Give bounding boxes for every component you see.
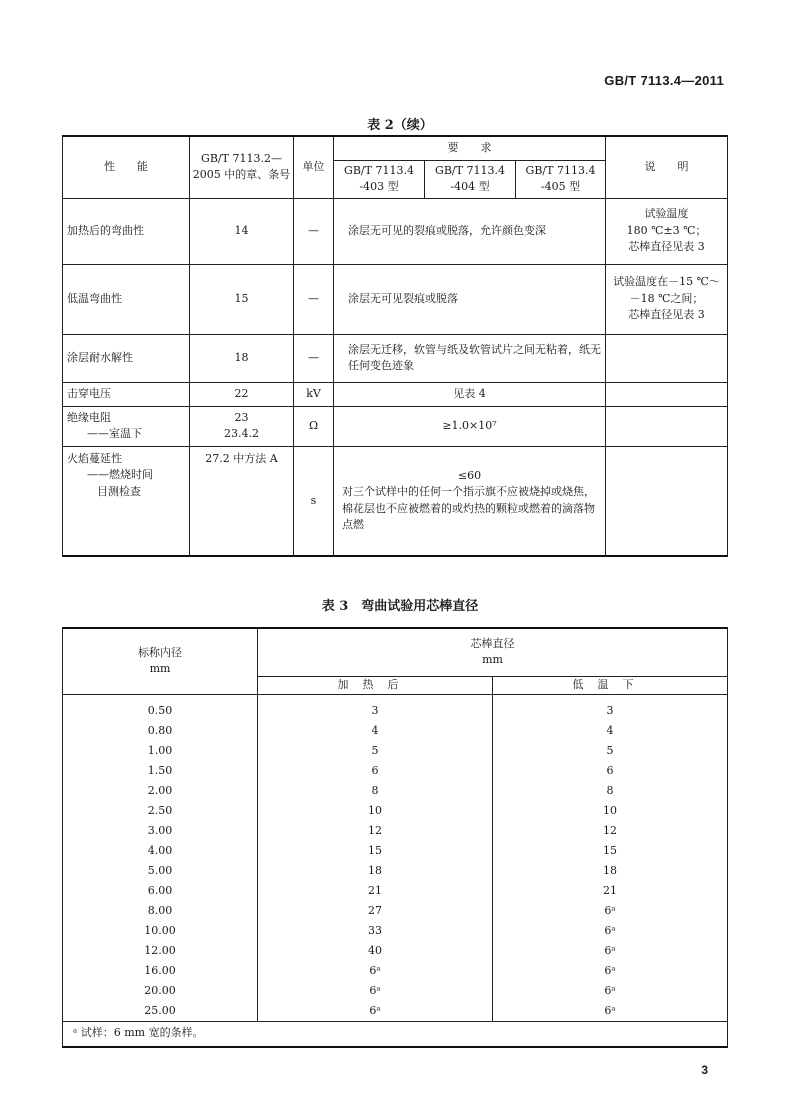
- header-after-heat-label: 加热后: [337, 677, 413, 691]
- remarks-cell: [606, 446, 728, 556]
- requirement-cell: 涂层无可见裂痕或脱落: [334, 264, 606, 334]
- after-heat-cell: 6ᵃ: [258, 961, 493, 981]
- nominal-diameter-cell: 1.50: [63, 761, 258, 781]
- nominal-diameter-cell: 2.50: [63, 801, 258, 821]
- low-temp-cell: 6ᵃ: [493, 921, 728, 941]
- low-temp-cell: 6: [493, 761, 728, 781]
- remarks-line: 试验温度在－15 ℃～: [613, 275, 720, 289]
- header-mandrel: [258, 628, 728, 676]
- after-heat-cell: 5: [258, 741, 493, 761]
- remarks-line: －18 ℃之间；: [629, 291, 704, 305]
- standard-code: GB/T 7113.4—2011: [604, 73, 724, 88]
- header-nominal-unit: mm: [149, 662, 171, 676]
- table-row: [63, 941, 728, 961]
- table-row: [63, 1001, 728, 1022]
- unit-cell: kV: [294, 382, 334, 406]
- table-row: [63, 961, 728, 981]
- clause-cell: 15: [190, 264, 294, 334]
- table-row: [63, 861, 728, 881]
- nominal-diameter-cell: 0.50: [63, 694, 258, 721]
- table-row: [63, 821, 728, 841]
- after-heat-cell: 27: [258, 901, 493, 921]
- clause-line: 23.4.2: [224, 427, 259, 440]
- requirements-table: [62, 135, 728, 557]
- table-row: [63, 781, 728, 801]
- table-row: [63, 721, 728, 741]
- table-row: [63, 406, 728, 446]
- table-row: [63, 694, 728, 721]
- after-heat-cell: 33: [258, 921, 493, 941]
- low-temp-cell: 6ᵃ: [493, 981, 728, 1001]
- low-temp-cell: 21: [493, 881, 728, 901]
- property-cell: 加热后的弯曲性: [63, 198, 190, 264]
- header-remarks: 说 明: [606, 136, 728, 198]
- header-mandrel-unit: mm: [482, 653, 503, 667]
- low-temp-cell: 6ᵃ: [493, 901, 728, 921]
- property-cell: 低温弯曲性: [63, 264, 190, 334]
- requirement-line: 对三个试样中的任何一个指示旗不应被烧掉或烧焦，棉花层也不应被燃着的或灼热的颗粒或燃着的滴落物点燃: [342, 485, 595, 532]
- unit-cell: —: [294, 198, 334, 264]
- low-temp-cell: 18: [493, 861, 728, 881]
- requirement-cell: 见表 4: [334, 382, 606, 406]
- table-row: [63, 741, 728, 761]
- remarks-cell: [606, 382, 728, 406]
- remarks-line: 芯棒直径见表 3: [628, 240, 705, 254]
- header-type-405: GB/T 7113.4 -405 型: [516, 160, 606, 198]
- nominal-diameter-cell: 16.00: [63, 961, 258, 981]
- after-heat-cell: 3: [258, 694, 493, 721]
- nominal-diameter-cell: 6.00: [63, 881, 258, 901]
- header-after-heat: [258, 676, 493, 694]
- remarks-line: 试验温度: [644, 207, 689, 221]
- header-nominal: [63, 628, 258, 694]
- header-requirements: 要 求: [334, 136, 606, 160]
- after-heat-cell: 6ᵃ: [258, 981, 493, 1001]
- header-type-404: GB/T 7113.4 -404 型: [425, 160, 516, 198]
- header-nominal-label: 标称内径: [138, 645, 182, 659]
- requirement-cell: [334, 446, 606, 556]
- property-cell: 击穿电压: [63, 382, 190, 406]
- property-cell: 涂层耐水解性: [63, 334, 190, 382]
- low-temp-cell: 4: [493, 721, 728, 741]
- nominal-diameter-cell: 8.00: [63, 901, 258, 921]
- low-temp-cell: 6ᵃ: [493, 1001, 728, 1022]
- clause-cell: 14: [190, 198, 294, 264]
- after-heat-cell: 6ᵃ: [258, 1001, 493, 1022]
- remarks-line: 180 ℃±3 ℃；: [626, 223, 707, 237]
- low-temp-cell: 3: [493, 694, 728, 721]
- table-row: [63, 382, 728, 406]
- table-row: [63, 761, 728, 781]
- low-temp-cell: 10: [493, 801, 728, 821]
- clause-cell: 27.2 中方法 A: [190, 446, 294, 556]
- remarks-cell: [606, 334, 728, 382]
- header-unit: 单位: [294, 136, 334, 198]
- header-type-403: GB/T 7113.4 -403 型: [334, 160, 425, 198]
- table-row: [63, 801, 728, 821]
- header-property: 性 能: [63, 136, 190, 198]
- after-heat-cell: 8: [258, 781, 493, 801]
- nominal-diameter-cell: 0.80: [63, 721, 258, 741]
- remarks-cell: [606, 406, 728, 446]
- footnote: ᵃ 试样：6 mm 宽的条样。: [63, 1021, 728, 1047]
- nominal-diameter-cell: 5.00: [63, 861, 258, 881]
- unit-cell: —: [294, 334, 334, 382]
- nominal-diameter-cell: 10.00: [63, 921, 258, 941]
- clause-cell: 22: [190, 382, 294, 406]
- requirement-line: ≤60: [457, 468, 482, 482]
- table-row: [63, 881, 728, 901]
- table2-caption: 表 2（续）: [367, 118, 433, 133]
- clause-cell: 18: [190, 334, 294, 382]
- unit-cell: Ω: [294, 406, 334, 446]
- property-cell: [63, 406, 190, 446]
- remarks-line: 芯棒直径见表 3: [628, 308, 705, 322]
- table-row: [63, 446, 728, 556]
- remarks-cell: [606, 198, 728, 264]
- after-heat-cell: 18: [258, 861, 493, 881]
- low-temp-cell: 8: [493, 781, 728, 801]
- table-row: [63, 264, 728, 334]
- table-row: [63, 334, 728, 382]
- table-row: [63, 981, 728, 1001]
- nominal-diameter-cell: 25.00: [63, 1001, 258, 1022]
- requirement-cell: 涂层无迁移，软管与纸及软管试片之间无粘着，纸无任何变色迹象: [334, 334, 606, 382]
- requirement-cell: 涂层无可见的裂痕或脱落，允许颜色变深: [334, 198, 606, 264]
- table-row: [63, 901, 728, 921]
- nominal-diameter-cell: 4.00: [63, 841, 258, 861]
- property-subitem: ——室温下: [87, 427, 142, 440]
- unit-cell: s: [294, 446, 334, 556]
- mandrel-table: [62, 627, 728, 1048]
- after-heat-cell: 10: [258, 801, 493, 821]
- page-number: 3: [701, 1063, 708, 1077]
- property-subitem: 目测检查: [97, 484, 141, 498]
- low-temp-cell: 12: [493, 821, 728, 841]
- requirement-cell: ≥1.0×10⁷: [334, 406, 606, 446]
- clause-line: 23: [234, 410, 249, 424]
- unit-cell: —: [294, 264, 334, 334]
- low-temp-cell: 6ᵃ: [493, 961, 728, 981]
- remarks-cell: [606, 264, 728, 334]
- after-heat-cell: 6: [258, 761, 493, 781]
- nominal-diameter-cell: 20.00: [63, 981, 258, 1001]
- after-heat-cell: 40: [258, 941, 493, 961]
- table3-caption: 表 3 弯曲试验用芯棒直径: [321, 599, 479, 614]
- nominal-diameter-cell: 1.00: [63, 741, 258, 761]
- header-low-temp: [493, 676, 728, 694]
- table-row: [63, 921, 728, 941]
- nominal-diameter-cell: 2.00: [63, 781, 258, 801]
- after-heat-cell: 15: [258, 841, 493, 861]
- nominal-diameter-cell: 3.00: [63, 821, 258, 841]
- property-cell: [63, 446, 190, 556]
- header-low-temp-label: 低温下: [572, 677, 648, 691]
- mandrel-table-body: [63, 694, 728, 1021]
- property-title: 火焰蔓延性: [67, 451, 122, 465]
- after-heat-cell: 4: [258, 721, 493, 741]
- after-heat-cell: 21: [258, 881, 493, 901]
- header-mandrel-label: 芯棒直径: [470, 636, 515, 650]
- property-title: 绝缘电阻: [67, 410, 111, 424]
- table-row: [63, 198, 728, 264]
- header-clause: GB/T 7113.2—2005 中的章、条号: [190, 136, 294, 198]
- low-temp-cell: 15: [493, 841, 728, 861]
- table-row: [63, 841, 728, 861]
- nominal-diameter-cell: 12.00: [63, 941, 258, 961]
- low-temp-cell: 5: [493, 741, 728, 761]
- low-temp-cell: 6ᵃ: [493, 941, 728, 961]
- after-heat-cell: 12: [258, 821, 493, 841]
- clause-cell: [190, 406, 294, 446]
- property-subitem: ——燃烧时间: [87, 468, 153, 481]
